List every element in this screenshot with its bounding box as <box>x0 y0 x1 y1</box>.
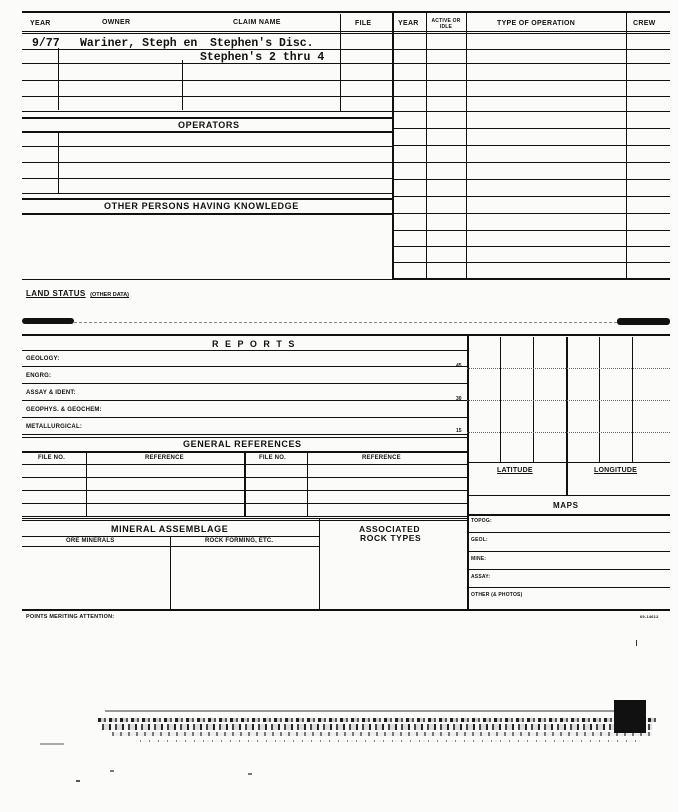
header-year-2: YEAR <box>398 20 419 27</box>
report-geology: GEOLOGY: <box>26 356 60 362</box>
header-active-or-idle: ACTIVE OR IDLE <box>431 18 461 30</box>
punch-mark-left <box>22 318 74 324</box>
header-type-of-operation: TYPE OF OPERATION <box>497 20 576 27</box>
land-status-title: LAND STATUS <box>26 289 86 298</box>
rock-types-label: ROCK TYPES <box>360 533 422 543</box>
maps-topog: TOPOG: <box>471 518 492 524</box>
maps-other-photos: OTHER (& PHOTOS) <box>471 592 523 598</box>
ref-col-file-no-1: FILE NO. <box>38 455 65 461</box>
longitude-label: LONGITUDE <box>594 467 638 474</box>
scale-30: 30 <box>456 396 462 402</box>
report-metallurgical: METALLURGICAL: <box>26 424 83 430</box>
punch-mark-right <box>617 318 670 325</box>
land-status-subtitle: (OTHER DATA) <box>90 292 130 298</box>
report-assay-ident: ASSAY & IDENT: <box>26 390 76 396</box>
header-owner: OWNER <box>102 19 131 26</box>
reports-title: R E P O R T S <box>212 339 297 349</box>
points-meriting-attention: POINTS MERITING ATTENTION: <box>26 614 115 620</box>
header-claim-name: CLAIM NAME <box>233 19 281 26</box>
header-year: YEAR <box>30 20 51 27</box>
report-geophys-geochem: GEOPHYS. & GEOCHEM: <box>26 407 102 413</box>
entry-claim-name-2: Stephen's 2 thru 4 <box>200 51 325 64</box>
maps-mine: MINE: <box>471 556 487 562</box>
associated-label: ASSOCIATED <box>359 524 421 534</box>
header-crew: CREW <box>633 20 656 27</box>
ore-minerals-label: ORE MINERALS <box>66 538 115 544</box>
report-engrg: ENGRG: <box>26 373 52 379</box>
header-file: FILE <box>355 20 372 27</box>
mineral-assemblage-title: MINERAL ASSEMBLAGE <box>111 524 229 534</box>
land-status-label <box>26 283 129 301</box>
entry-year: 9/77 <box>32 37 60 50</box>
entry-owner: Wariner, Steph en <box>80 37 198 50</box>
entry-claim-name-1: Stephen's Disc. <box>210 37 314 50</box>
ref-col-reference-1: REFERENCE <box>145 455 184 461</box>
general-references-title: GENERAL REFERENCES <box>183 439 302 449</box>
scale-15: 15 <box>456 428 462 434</box>
rock-forming-label: ROCK FORMING, ETC. <box>205 538 274 544</box>
other-persons-heading: OTHER PERSONS HAVING KNOWLEDGE <box>104 201 299 211</box>
maps-assay: ASSAY: <box>471 574 491 580</box>
ref-col-file-no-2: FILE NO. <box>259 455 286 461</box>
ref-col-reference-2: REFERENCE <box>362 455 401 461</box>
latitude-label: LATITUDE <box>497 467 533 474</box>
form-number: 69-14612 <box>640 614 659 619</box>
operators-heading: OPERATORS <box>178 120 240 130</box>
maps-title: MAPS <box>553 501 579 510</box>
scale-45: 45 <box>456 363 462 369</box>
maps-geol: GEOL: <box>471 537 488 543</box>
